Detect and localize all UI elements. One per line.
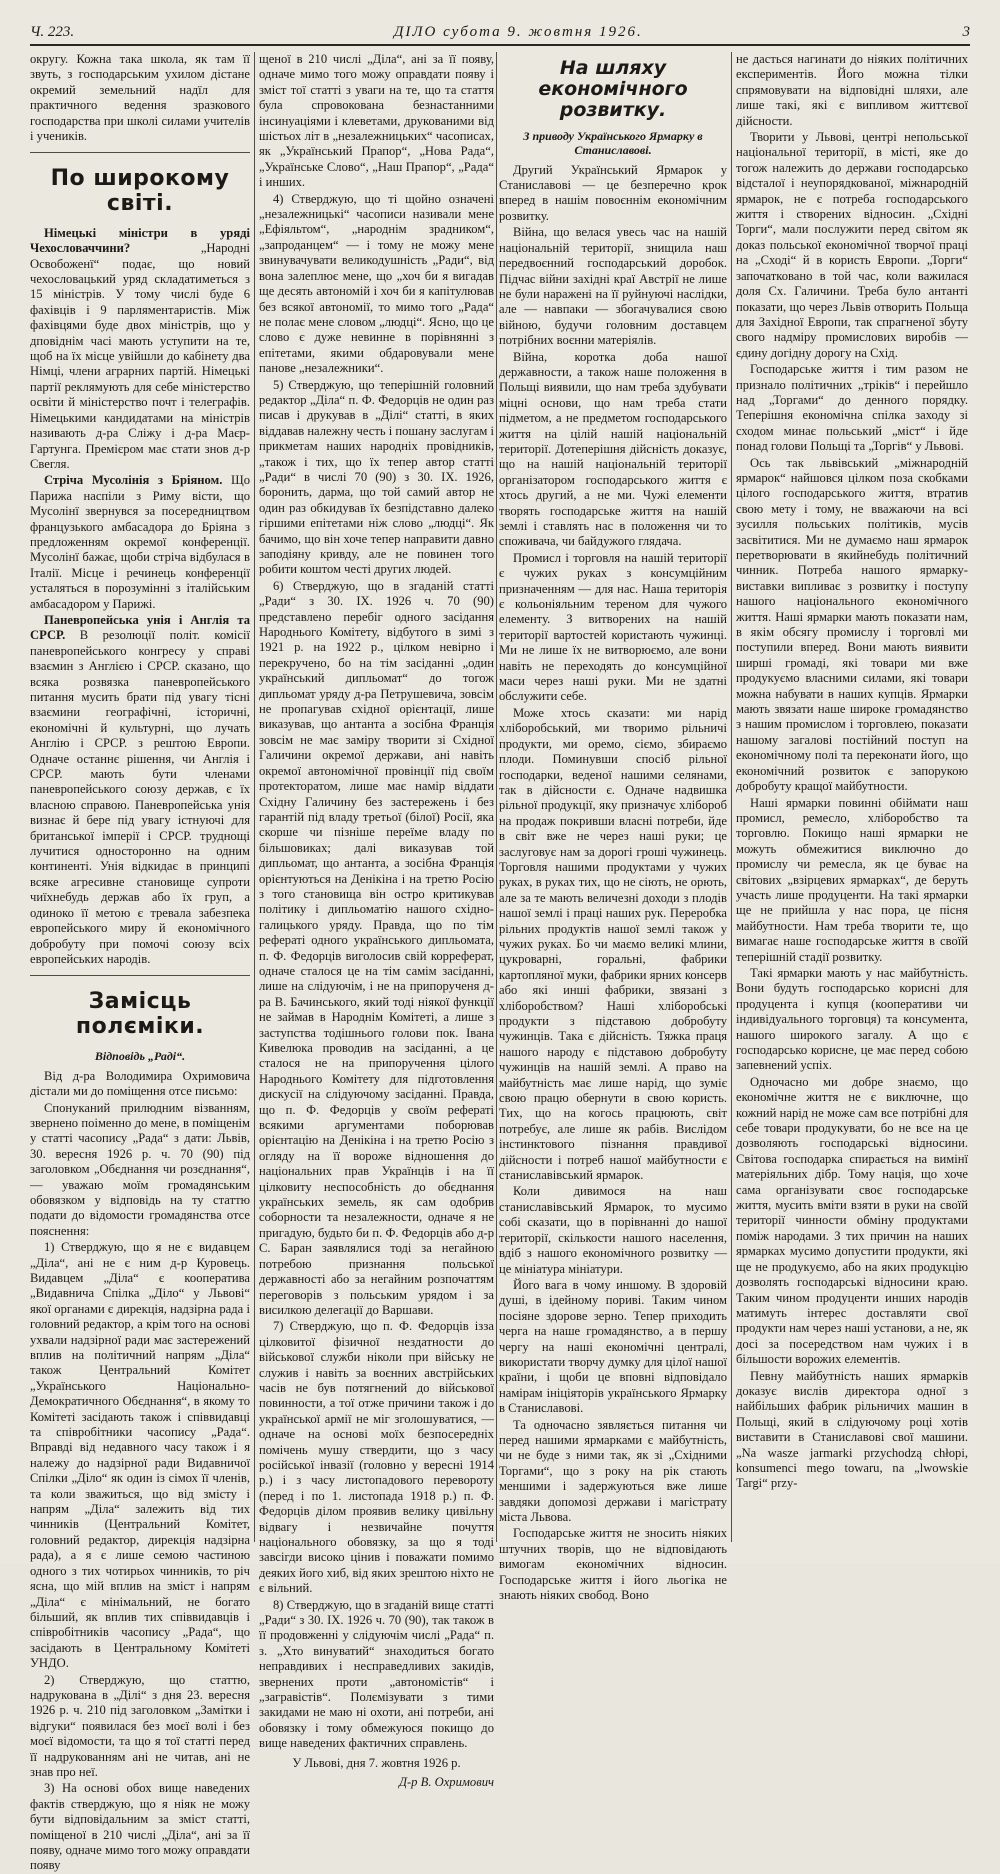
paragraph: 8) Стверджую, що в згаданій вище статті „Ради“ з 30. IX. 1926 ч. 70 (90), так також в її продовженні у слідуючім числі „Рада“ п. з. „Хто винуватий“ знаходиться богато неправдивих і несправедливих закидів, звернених проти „автономістів“ і „загравістів“. Полємізувати з тими закидами не маю ні охоти, ані потреби, ані обовязку і тому обмежуюся покищо до вище наведених фактичних справлень. bbox=[259, 1597, 494, 1751]
paragraph: 7) Стверджую, що п. Ф. Федорців ізза цілковитої фізичної нездатности до військової служби ніколи при війську не служив і навіть за воєнних австрійських часів не був потягнений до військової повинности, а тої отже причини також і до української армії не міг зголошуватися, — одначе на основі моїх безпосередніх помічень мушу ствердити, що з часу російської інвазії (головно у вересні 1914 р.) і з часу листопадового перевороту (перед і по 1. листопада 1918 р.) п. Ф. Федорців ділом проявив велику цивільну відвагу і незвичайне почуття національного обовязку, за що я тоді завсігди високо цінив і поважати помимо деяких його хиб, від яких зрештою ніхто не є вільний. bbox=[259, 1319, 494, 1596]
paragraph: Ось так львівський „міжнародній ярмарок“ найшовся цілком поза скобками цілого господарського життя, втратив свою мету і тому, не вважаючи на всі зусилля польських політиків, мусів засвітитися. Ми не думаємо наш ярмарок перетворювати в якийнебудь політичний чинник. Потреба нашого ярмарку-виставки випливає з розвитку і поступу нашого національного економічного життя. Наші ярмарки мають показати нам, в якім обсягу промислу і торговлі ми поступили вперед. Вони мають виявити ширші громаді, які товари ми вже продукуємо власними силами, які товари можна набувати в наших купців. Ярмарки мають звязати наше широке громадянство з нашим промислом і торговлею, показати нашому загалові постійний поступ на економічному полі та переконати його, що економічний розвиток є запорукою добробуту кращої майбутности. bbox=[736, 455, 968, 794]
paragraph: 5) Стверджую, що теперішній головний редактор „Діла“ п. Ф. Федорців не один раз писав і друкував в „Ділі“ статті, в яких віддавав належну честь і пошану заслугам і прикметам наших народніх провідників, „також і тих, що їх тепер автор статті „Ради“ в числі 70 (90) з 30. IX. 1926, боронить, дарма, що той самий автор не один раз обкидував їх безпідставно далеко гіршими епітетами ніж слово „людці“. Як бачимо, що він хоче тепер направити давно заподіяну кривду, але не повинен того робити коштом честі других людей. bbox=[259, 377, 495, 577]
news-item-body: В резолюції політ. комісії паневропейського конгресу у справі взаємин з Англією і СРСР. сказано, що всяка розвязка паневропейського питання мусить брати під увагу тісні взаємини географічні, історичні, економічні й культурні, що лучать Англію і СРСР. з рештою Европи. Одначе останнє рішення, чи Англія і СРСР. мають бути членами паневропейського союзу держав, є їх власною справою. Паневропейська унія визнає й бере під увагу істнуючі для британської імперії і СРСР. труднощі лучитися односторонно на одним континенті. Унія відкидає в принципі всяке агресивне становище супроти чиїхнебудь держав або їх груп, а одиноко її метою є тревала забезпека европейського миру й економічного добробуту при помочі союзу всіх европейських народів. bbox=[30, 628, 250, 966]
paragraph: 4) Стверджую, що ті щойно означені „незалежницькі“ часописи називали мене „Ефіяльтом“, „народнім зрадником“, „запроданцем“ — і тому не можу мене звинувачувати великодушність „Ради“, від вона залеплює мене, що „хоч би я вигадав ще десять автономій і хоч би я капітулював без всякої автономії, то мимо того „Рада“ не полає мене словом „людці“. Ясно, що це слово є дуже невинне в порівнянні з епітетами, якими обдаровували мене панове „незалежники“. bbox=[259, 191, 494, 376]
paragraph: Другий Український Ярмарок у Станиславові — це безперечно крок вперед в нашім повоєннім економічним розвитку. bbox=[499, 162, 727, 223]
paragraph: 3) На основі обох вище наведених фактів стверджую, що я ніяк не можу бути відповідальним за зміст статті, поміщеної в 210 числі „Діла“, ані за її появу, одначе мимо того можу оправдати появу bbox=[30, 1781, 250, 1873]
column-divider bbox=[731, 52, 732, 1542]
news-item-body: „Народні Освобоженї“ подає, що новий чехословацький уряд складатиметься з 15 міністрів. У тому числі буде 6 фахівців і 9 парляментаристів. Між фахівцями буде двох міністрів, що у дповіднім часі мають уступити на те, щоб на їх місце увійшли до кабінету два Німці, члени аграрних партій. Німецькі партії реклямують для себе міністерство освіти й міністерство почт і телеграфів. Німецькими кандидатами на міністрів називають д-ра Сліжу і д-ра Маєр-Гартунга. Премієром має стати знов д-р Свегля. bbox=[30, 241, 250, 471]
paragraph: щеної в 210 числі „Діла“, ані за її появу, одначе мимо того можу оправдати появу і зміст тої статті з уваги на те, що та стаття була спровокована безнастанними інсинуаціями і клеветами, друкованими від шістьох літ в „незалежницьких“ часописах, як „Український Прапор“, „Нова Рада“, „Українське Слово“, „Наш Прапор“, „Рада“ і инших. bbox=[259, 52, 494, 190]
news-item bbox=[30, 226, 250, 473]
page-number: 3 bbox=[962, 23, 970, 40]
paragraph: Одночасно ми добре знаємо, що економічне життя не є виключне, що кожний нарід не може сам все потрібні для себе товари продукувати, бо не все на це дозволяють господарські відносини. Світова господарка спирається на вимінї матеріяльних дібр. Тому нація, що хоче сама організувати своє господарське життя, мусить вміти взяти в руки на своїй території чинности обміну продуктами поміж народами. З тих причин на наших ярмарках мусимо допустити продукти, які ще не продукуємо, або на яких продукцію дозволять господарські відносини краю. Таким чином продуценти инших народів матимуть інтерес доставляти свої продукти нам через наші установи, а не, як досі за посередством нам чужих і в більшости ворожих елементів. bbox=[736, 1074, 968, 1367]
paragraph: Певну майбутність наших ярмарків доказує вислів директора одної з найбільших фабрик рільничих машин в Польщі, який в слідуючому році хотів виставити в Станиславові свої машини. „Na wasze jarmarki przychodzą chłopi, konsumenci mego towaru, na „lwowskie Targi“ przy- bbox=[736, 1368, 968, 1491]
paragraph: округу. Кожна така школа, як там її звуть, з господарським ухилом дістане окремий земельний надїл для практичного ведення зразкового господарства при школі силами учителів і учеників. bbox=[30, 52, 250, 144]
signature: Д-р В. Охримович bbox=[398, 1775, 494, 1790]
paragraph: Творити у Львові, центрі непольської національної території, в місті, яке до тогож належить до держави господарсько відсталої і неупорядкованої, міжнародній ярмарок, не є потреба господарського життя і створених відносин. „Східні Торги“, мали послужити перед світом як доказ польської економічної творчої праці на „Сході“ й в користь Европи. „Торги“ започатковано в той час, коли важилася доля Сх. Галичини. Треба було антанті показати, що через Львів отворить Польща для Західної Европи, так спрагненої збуту свого надміру промислових виробів — єдину догідну дорогу на Схід. bbox=[736, 130, 968, 360]
news-item bbox=[30, 473, 250, 612]
paragraph: Промисл і торговля на нашій території є чужих руках з консумційним призначенням — для нас. Наша територія є кольоніяльним тереном для чужого елементу. З витворених на нашій території вартостей користають чужинці. Ми не лише їх не витворюємо, але вони навіть не переходять до консумційної маси через наші руки. Ми не здатні обслужити себе. bbox=[499, 550, 727, 704]
paragraph: Коли дивимося на наш станиславівський Ярмарок, то мусимо собі сказати, що в порівнанні до нашої території, скількости нашого населення, вдіб з нашого економічного розвитку — це мініатура мініатури. bbox=[499, 1184, 727, 1276]
news-item bbox=[30, 613, 250, 967]
paragraph: 6) Стверджую, що в згаданій статті „Ради“ з 30. IX. 1926 ч. 70 (90) представлено перебіг одного засідання Народнього Комітету, відбутого в зимі з 1921 р. на 1922 р., цілком невірно і перекручено, бо на тім засіданні „один український дипльомат“ до тогож дипльомат уряду д-ра Петрушевича, зовсім не пропагував східної орієнтації, лише виказував, що антанта а зосібна Франція зовсім не має заміру творити зі Східної Галичини окремої держави, ані навіть окремої автономічної провінції під своїм протекторатом, лише має намір віддати Східну Галичину без застережень і без гарантій під владу третьої (білої) Росії, яка скорше чи пізніше переїме владу по більшовиках; далі виказував той дипльомат, що антанта, а зосібна Франція орієнтуються на Денікіна і на третю Росію з того становища він остро критикував політику і дипльоматію нашого східно-галицького уряду. Правда, що по тім рефераті одного українського дипльомата, п. Ф. Федорців виголосив свій корреферат, одначе сталося це на тім самім засіданні, лише на слідуючім, і не на припорученя д-ра В. Бачинського, який тоді ніякої функції не займав в Народнім Комітеті, а лише з заступства тодішнього голови пок. Івана Кивелюка проводив на засіданні, а це сталося не на припоручення цілого Народнього Комітету для підготовлення дискусії на слідуючому засіданні. Правда, що п. Ф. Федорців у своїм рефераті всякими аргументами поборював орієнтацію на Денікіна і на третю Росію з огляду на її вороже відношення до національних прав Українців і на її цілковиту неспособність до обєднання українських земель, як сам одобрив соборности та незалежности, одначе я не пригадую, будьто би п. Ф. Федорців або д-р С. Баран заявлялися тоді за негайною потребою признання польської державності або за негайним розпочаттям переговорів з польським урядом і за висилкою делегації до Варшави. bbox=[259, 578, 494, 1317]
section-separator bbox=[30, 975, 250, 976]
news-item-body: Що Парижа наспіли з Риму вісти, що Мусолінї звернувся за посередництвом французького амбасадора до Бріяна з предложенням окремої конференції. Мусолінї бажає, щоби стріча відбулася в Італії. Місце і речинець конференції усталяться в порозумінні з італійським амбасадором у Парижі. bbox=[30, 473, 250, 611]
column-1 bbox=[30, 52, 250, 1873]
column-2 bbox=[259, 52, 495, 1790]
paragraph: Від д-ра Володимира Охримовича дістали ми до поміщення отсе письмо: bbox=[30, 1068, 250, 1099]
paragraph: Господарське життя не зносить ніяких штучних творів, що не відповідають вимогам економічних відносин. Господарське життя і його льогіка не знають ніяких свобод. Воно bbox=[499, 1526, 727, 1603]
article-subtitle: Відповідь „Раді“. bbox=[94, 1048, 186, 1063]
issue-number: Ч. 223. bbox=[30, 23, 75, 40]
news-item-headline: Стріча Мусолінія з Бріяном. bbox=[44, 473, 223, 488]
paragraph: Спонуканий прилюдним візванням, звернено поіменно до мене, в поміщенім у статті часопису „Рада“ з дати: Львів, 30. вересня 1926 р. ч. 70 (90) під заголовком „Обєднання чи розєднання“, — уважаю моїм громадянським обовязком у відповідь на ту статтю подати до відомости громадянства отсе пояснення: bbox=[30, 1100, 250, 1238]
paragraph: Та одночасно зявляється питання чи перед нашими ярмарками є майбутність, чи не буде з ними так, як зі „Східними Торгами“, що з року на рік стають меншими і задержуються вже лише завдяки допомозі держави і магістрату міста Львова. bbox=[499, 1417, 727, 1525]
column-divider bbox=[496, 52, 497, 1542]
column-divider bbox=[254, 52, 255, 1542]
paragraph: Наші ярмарки повинні обіймати наш промисл, ремесло, хліборобство та торговлю. Покищо наші ярмарки не можуть обмежитися виключно до промислу чи ремесла, як це буває на світових „взірцевих ярмарках“, де беруть участь лише продуценти. На такі ярмарки ще не прийшла у нас пора, це пісня майбутности. Нам треба творити те, що вимагає наше господарське життя в своїй теперішній стадії розвитку. bbox=[736, 795, 968, 964]
paragraph: 1) Стверджую, що я не є видавцем „Діла“, ані не є ним д-р Куровець. Видавцем „Діла“ є кооператива „Видавнича Спілка „Діло“ у Львові“ якої органами є дирекція, надзірна рада і головний редактор, а крім того на основі ухвали надзірної ради має застережений вплив на політичний напрям „Діла“ також Центральний Комітет „Українського Національно-Демократичного Обєднання“, в якому то Комітеті засідають також і співвидавці та співробітники часопису „Рада“. Вправді від недавного часу також і я належу до надзірної ради Видавничої Спілки „Діло“ як один із сімох її членів, та коли зважиться, що від змісту і напрям „Діла“ залежить від тих чинників (Центральний Комітет, головний редактор, дирекція надзірна рада), а я є лише семою частиною одного з тих чотирьох чинників, то річ ясна, що мій вплив на зміст і напрям „Діла“ є мінімальний, не богато більший, як вплив тих співвидавців і співробітників часопису „Рада“, що засідають в Центральному Комітеті УНДО. bbox=[30, 1240, 250, 1671]
paragraph: Може хтось сказати: ми нарід хліборобський, ми творимо рільничі продукти, ми оремо, сіємо, збираємо плоди. Поминувши спосіб рільної господарки, веденої нашими селянами, так в дійсности є. Одначе надвишка рільної продукції, яку призначує хлібороб на продаж покривши власні потреби, йде в світ вже не через наші руки; це заслуговує нам за дорогі гроші чужинець. Торговля нашими продуктами у чужих руках, в руках тих, що не сіють, не орють, але за те мають величезні доходи з плодів нашої землі і праці наших рук. Переробка рільних продуктів нашої землі також у чужих руках. Бо чи маємо великі млини, цукроварні, горальні, фабрики картопляної муки, фабрики ярних консерв або які инші фабрики, звязані з хліборобством? Наші хліборобські продукти з підставою добробуту чужинців. Така є дійсність. Тяжка праця нашого народу є підставою добробуту чужинців на нашій землі. А право на майбутність має лише нарід, що зуміє свою працю обернути в свою користь. Тих, що на когось працюють, світ потребує, але лише як рабів. Вислідом інстинктового пізнання правдивої дійсности і потреб нашої майбутности є станиславівський ярмарок. bbox=[499, 705, 727, 1183]
paragraph: Його вага в чому иншому. В здоровій душі, в ідейному пориві. Таким чином посіяне здорове зерно. Тепер приходить черга на наше громадянство, а в першу чергу на наші економічні централі, використати творчу думку для цілої нашої країни, і щоби це вповні відповідало намірам ініціяторів українського Ярмарку в Станиславові. bbox=[499, 1277, 727, 1416]
article-title-polemic: Замісць полєміки. bbox=[75, 989, 205, 1039]
column-3 bbox=[499, 52, 727, 1603]
paragraph: 2) Стверджую, що статтю, надрукована в „Ділі“ з дня 23. вересня 1926 р. ч. 210 під заголовком „Замітки і відгуки“ появилася без моєї волі і без моєї відомости, та що я тої статті перед її надрукованням ані не читав, ані не знав про неї. bbox=[30, 1672, 250, 1779]
running-header bbox=[30, 20, 970, 46]
paragraph: Такі ярмарки мають у нас майбутність. Вони будуть господарсько корисні для продуцента і купця (кооперативи чи індивідуального торговця) та консумента, нашого широкого загалу. А що є господарсько корисне, це має перед собою запевнений успіх. bbox=[736, 965, 968, 1073]
article-title-economic: На шляху економічного розвитку. bbox=[538, 57, 688, 121]
section-separator bbox=[30, 152, 250, 153]
dateline: У Львові, дня 7. жовтня 1926 р. bbox=[292, 1755, 461, 1770]
paragraph: Війна, що велася увесь час на нашій національній території, знищила наш передвоєнний господарський доробок. Підчас війни західні краї Австрії не лише не були нараженi на її руйнуючі наслідки, але — навпаки — збогачувалися свою війною, будучи головним доставцем потрібних воєнни матеріялів. bbox=[499, 225, 727, 348]
section-title-world: По широкому світі. bbox=[50, 166, 230, 216]
paragraph: не дасться нагинати до ніяких політичних експериментів. Його можна тілки спрямовувати на відповідні шляхи, але лише такі, які є випливом життєвої дійсности. bbox=[736, 52, 968, 128]
paragraph: Господарське життя і тим разом не признало політичних „тріків“ і перейшло над „Торгами“ до денного порядку. Теперішня економічна спілка заходу зі сходом минає польський „міст“ і йде понад голови Польщі та „Торгів“ у Львові. bbox=[736, 362, 968, 454]
article-subtitle: З приводу Українського Ярмарку в Станиславові. bbox=[523, 128, 703, 157]
news-item-headline: Німецькі міністри в уряді Чехословаччини? bbox=[30, 225, 250, 256]
masthead-date: ДІЛО субота 9. жовтня 1926. bbox=[393, 23, 643, 40]
news-item-headline: Паневропейська унія і Англія та СРСР. bbox=[30, 612, 250, 643]
column-4 bbox=[736, 52, 968, 1542]
paragraph: Війна, коротка доба нашої державности, а також наше положення в Польщі виявили, що нам треба здубувати міцні основи, що нам треба стати підметом, а не предметом господарського життя на цілій нашій національній території. Дотеперішня дійсність доказує, що на нашій національній території організатором господарського життя є хтось другий, а не ми. Чужі елементи творять господарське життя на нашій землі і ставлять нас в положення чи то споживача, чи байдужого глядача. bbox=[499, 349, 727, 549]
